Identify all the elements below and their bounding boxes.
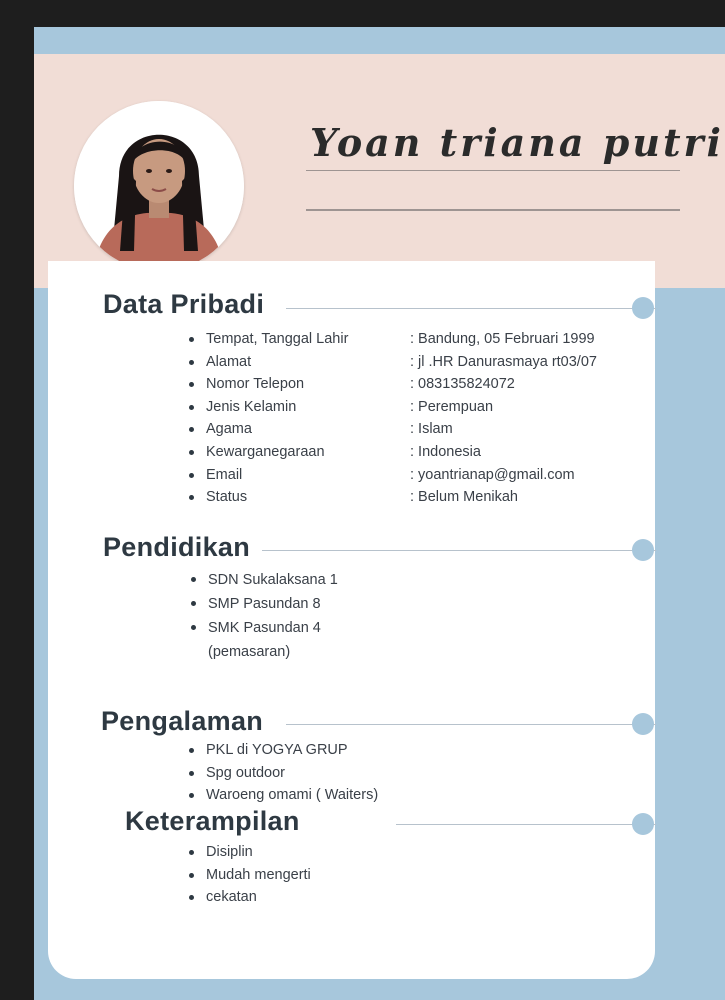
name-second-line [306, 209, 680, 211]
section-experience [48, 701, 655, 811]
bullet-icon [189, 793, 194, 798]
list-item [206, 328, 646, 351]
header-banner [34, 54, 725, 288]
bullet-icon [189, 771, 194, 776]
profile-photo [74, 101, 244, 271]
section-dot [632, 813, 654, 835]
skill-item: Mudah mengerti [206, 866, 311, 883]
section-title-experience: Pengalaman [101, 706, 264, 736]
personal-value: : yoantrianap@gmail.com [410, 466, 575, 483]
personal-label: Alamat [206, 353, 252, 370]
section-personal-data [48, 261, 655, 521]
resume-page [34, 27, 725, 1000]
list-item [206, 841, 506, 864]
education-item: SDN Sukalaksana 1 [208, 572, 338, 588]
list-item [206, 864, 506, 887]
education-item: SMP Pasundan 8 [208, 596, 321, 612]
section-skills [48, 806, 655, 926]
list-item [206, 373, 646, 396]
bullet-icon [189, 360, 194, 365]
section-divider [286, 308, 656, 309]
section-title-skills: Keterampilan [125, 806, 300, 836]
list-item [208, 568, 508, 592]
skill-item: Disiplin [206, 844, 253, 860]
section-education [48, 521, 655, 671]
personal-value: : Perempuan [410, 398, 494, 415]
personal-label: Agama [206, 421, 252, 438]
list-item [208, 592, 508, 616]
bullet-icon [189, 748, 194, 753]
list-item [208, 616, 508, 640]
bullet-icon [191, 577, 196, 582]
bullet-icon [189, 895, 194, 900]
bullet-icon [189, 873, 194, 878]
personal-label: Jenis Kelamin [206, 398, 297, 415]
bullet-icon [189, 405, 194, 410]
education-item: (pemasaran) [208, 644, 291, 660]
bullet-icon [189, 337, 194, 342]
experience-item: PKL di YOGYA GRUP [206, 742, 348, 758]
list-item [208, 640, 508, 664]
personal-label: Tempat, Tanggal Lahir [206, 331, 349, 347]
experience-list [206, 739, 506, 807]
personal-value: : jl .HR Danurasmaya rt03/07 [410, 353, 597, 370]
personal-label: Nomor Telepon [206, 376, 305, 393]
personal-label: Kewarganegaraan [206, 443, 325, 460]
section-title-education: Pendidikan [103, 532, 251, 562]
bullet-icon [191, 601, 196, 606]
profile-photo-illustration [74, 101, 244, 271]
section-divider [396, 824, 656, 825]
personal-label: Email [206, 466, 243, 483]
education-list [208, 568, 508, 664]
personal-label: Status [206, 489, 248, 506]
list-item [206, 441, 646, 464]
list-item [206, 464, 646, 487]
section-title-personal-data: Data Pribadi [103, 289, 265, 319]
content-card [48, 261, 655, 979]
bullet-icon [189, 473, 194, 478]
bullet-icon [191, 625, 196, 630]
bullet-icon [189, 427, 194, 432]
section-dot [632, 539, 654, 561]
personal-data-list [206, 328, 646, 509]
personal-value: : Indonesia [410, 443, 481, 460]
list-item [206, 396, 646, 419]
bullet-icon [189, 495, 194, 500]
skill-item: cekatan [206, 889, 257, 906]
list-item [206, 486, 646, 509]
personal-value: : Belum Menikah [410, 489, 518, 506]
person-name: Yoan triana putri [310, 120, 724, 165]
section-divider [262, 550, 656, 551]
list-item [206, 739, 506, 762]
list-item [206, 762, 506, 785]
bullet-icon [189, 850, 194, 855]
personal-value: : 083135824072 [410, 376, 515, 393]
personal-value: : Bandung, 05 Februari 1999 [410, 331, 595, 347]
list-item [206, 886, 506, 909]
section-dot [632, 713, 654, 735]
section-divider [286, 724, 656, 725]
bullet-icon [189, 450, 194, 455]
list-item [206, 418, 646, 441]
education-item: SMK Pasundan 4 [208, 620, 321, 636]
experience-item: Spg outdoor [206, 764, 286, 781]
name-underline [306, 170, 680, 171]
section-dot [632, 297, 654, 319]
list-item [206, 351, 646, 374]
skills-list [206, 841, 506, 909]
experience-item: Waroeng omami ( Waiters) [206, 787, 379, 804]
list-item [206, 784, 506, 807]
bullet-icon [189, 382, 194, 387]
personal-value: : Islam [410, 421, 453, 438]
